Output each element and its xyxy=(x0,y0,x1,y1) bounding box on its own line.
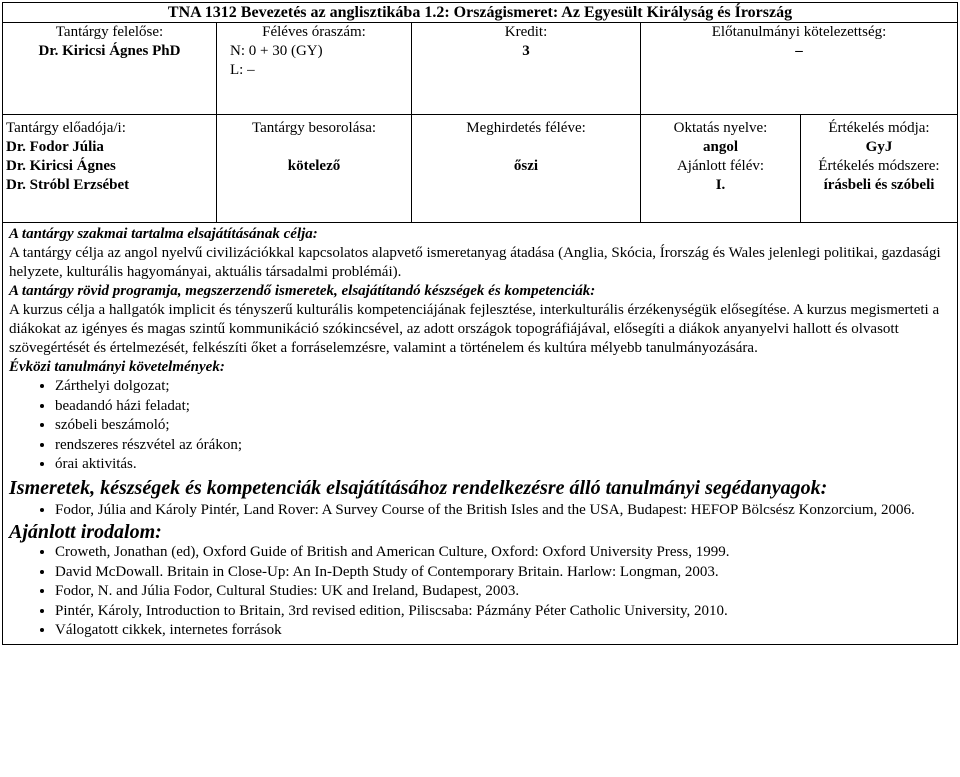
title-row xyxy=(3,3,958,23)
recommended-value: I. xyxy=(715,177,726,193)
method-label: Értékelés módszere: xyxy=(818,158,940,174)
reading-item: • Croweth, Jonathan (ed), Oxford Guide of British and American Culture, Oxford: Oxford University Press, 1999. xyxy=(55,543,951,563)
course-title: TNA 1312 Bevezetés az anglisztikába 1.2: Országismeret: Az Egyesült Királyság és Írország xyxy=(3,3,958,23)
prereq-label: Előtanulmányi kötelezettség: xyxy=(711,24,887,40)
reading-heading: Ajánlott irodalom: xyxy=(9,521,162,543)
language-cell xyxy=(641,115,801,223)
assessment-cell xyxy=(801,115,958,223)
requirement-item: • rendszeres részvétel az órákon; xyxy=(55,436,951,456)
lecturer-1: Dr. Fodor Júlia xyxy=(6,139,104,155)
responsible-value: Dr. Kiricsi Ágnes PhD xyxy=(38,43,181,59)
material-item: • Fodor, Júlia and Károly Pintér, Land Rover: A Survey Course of the British Isles and the USA, Budapest: HEFOP Bölcsész Konzorcium, 2006. xyxy=(55,501,951,521)
responsible-label: Tantárgy felelőse: xyxy=(55,24,164,40)
requirement-item: • szóbeli beszámoló; xyxy=(55,416,951,436)
lecturer-3: Dr. Stróbl Erzsébet xyxy=(6,177,130,193)
credit-value: 3 xyxy=(522,43,530,59)
classification-label: Tantárgy besorolása: xyxy=(251,120,377,136)
credit-label: Kredit: xyxy=(504,24,548,40)
semester-label: Meghirdetés féléve: xyxy=(466,120,586,136)
program-text: A kurzus célja a hallgatók implicit és tényszerű kulturális kompetenciájának fejlesztése, interkulturális érzékenységük elősegítése. A kurzus megismerteti a diákokat az igényes és magas szintű kommunikáció szókincsével, az adott országok topográfiájával, elősegíti a diákok anyanyelvi hallott és olvasott szövegértését és értelmezését, felkészíti őket a forráselemzésre, valamint a történelem és kultúra mélyebb tanulmányozására. xyxy=(9,302,940,356)
hours-cell xyxy=(217,23,412,115)
assessment-label: Értékelés módja: xyxy=(828,120,930,136)
content-cell xyxy=(3,223,958,645)
reading-item: • Pintér, Károly, Introduction to Britain, 3rd revised edition, Piliscsaba: Pázmány Péter Catholic University, 2010. xyxy=(55,602,951,622)
semester-cell xyxy=(412,115,641,223)
semester-value: őszi xyxy=(513,158,539,174)
language-value: angol xyxy=(702,139,738,155)
materials-list xyxy=(9,501,951,521)
method-value: írásbeli és szóbeli xyxy=(823,177,935,193)
requirement-item: • órai aktivitás. xyxy=(55,455,951,475)
lecturer-cell xyxy=(3,115,217,223)
classification-cell xyxy=(217,115,412,223)
reading-item: • Válogatott cikkek, internetes források xyxy=(55,621,951,641)
reading-item: • Fodor, N. and Júlia Fodor, Cultural Studies: UK and Ireland, Budapest, 2003. xyxy=(55,582,951,602)
requirement-item: • Zárthelyi dolgozat; xyxy=(55,377,951,397)
recommended-label: Ajánlott félév: xyxy=(676,158,765,174)
materials-heading: Ismeretek, készségek és kompetenciák elsajátításához rendelkezésre álló tanulmányi segédanyagok: xyxy=(9,476,828,499)
responsible-cell xyxy=(3,23,217,115)
requirements-list xyxy=(9,377,951,475)
content-row xyxy=(3,223,958,645)
prereq-value: – xyxy=(795,43,803,59)
credit-cell xyxy=(412,23,641,115)
goal-text: A tantárgy célja az angol nyelvű civilizációkkal kapcsolatos alapvető ismeretanyag átadása (Anglia, Skócia, Írország és Wales jelenlegi politikai, gazdasági helyzete, kulturális hagyományai, aktuális társadalmi problémái). xyxy=(9,245,941,280)
course-description-sheet xyxy=(2,2,957,774)
hours-l: L: – xyxy=(230,62,255,78)
reading-item: • David McDowall. Britain in Close-Up: An In-Depth Study of Contemporary Britain. Harlow: Longman, 2003. xyxy=(55,563,951,583)
lecturer-label: Tantárgy előadója/i: xyxy=(6,120,126,136)
program-heading: A tantárgy rövid programja, megszerzendő ismeretek, elsajátítandó készségek és kompetenciák: xyxy=(9,283,596,299)
classification-value: kötelező xyxy=(287,158,341,174)
reading-list xyxy=(9,543,951,641)
hours-n: N: 0 + 30 (GY) xyxy=(230,43,323,59)
requirement-item: • beadandó házi feladat; xyxy=(55,397,951,417)
goal-heading: A tantárgy szakmai tartalma elsajátításának célja: xyxy=(9,226,318,242)
info-row-1 xyxy=(3,23,958,115)
assessment-value: GyJ xyxy=(865,139,893,155)
info-row-2 xyxy=(3,115,958,223)
language-label: Oktatás nyelve: xyxy=(673,120,768,136)
course-table xyxy=(2,2,958,645)
lecturer-2: Dr. Kiricsi Ágnes xyxy=(6,158,116,174)
prereq-cell xyxy=(641,23,958,115)
requirements-heading: Évközi tanulmányi követelmények: xyxy=(9,359,225,375)
hours-label: Féléves óraszám: xyxy=(262,24,366,40)
